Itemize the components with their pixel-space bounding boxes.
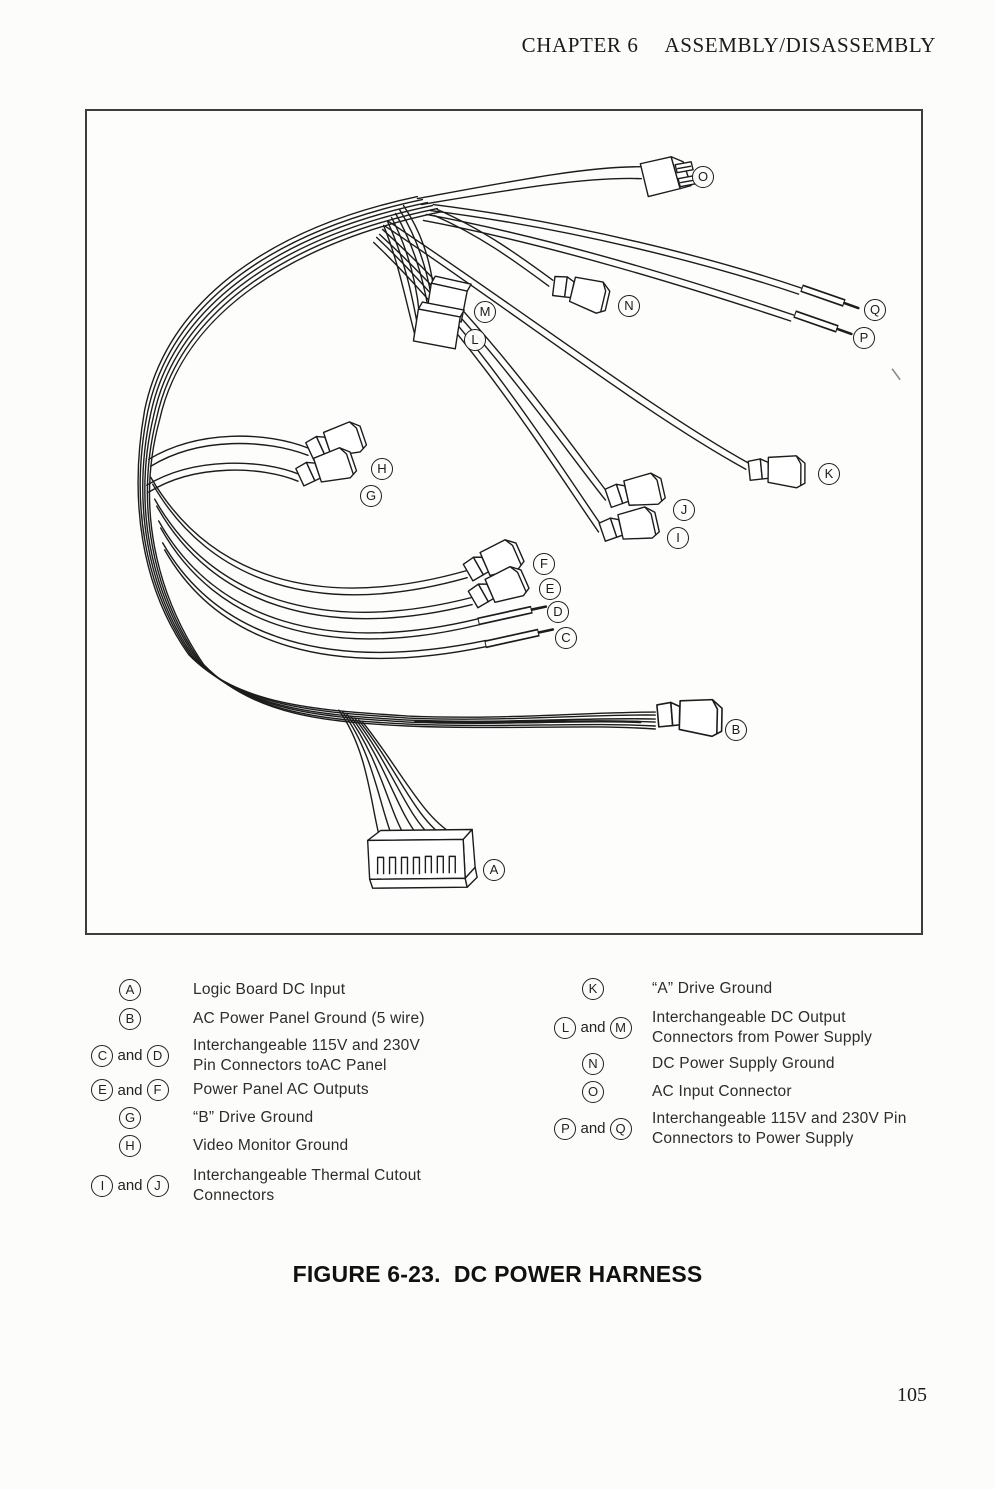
legend-description-h: Video Monitor Ground [193,1137,349,1155]
legend-description-a: Logic Board DC Input [193,981,346,999]
connector-a-logic-board [368,830,477,889]
legend-callout-a [84,979,176,1001]
legend-callout-p-q [543,1118,643,1140]
connector-label-h: H [371,458,393,480]
legend-description-o: AC Input Connector [652,1083,792,1101]
pin-d [478,607,546,622]
page-number: 105 [897,1384,927,1406]
legend-item-i-j [84,1166,438,1205]
dc-power-harness-diagram [87,111,921,933]
legend-description-g: “B” Drive Ground [193,1109,314,1127]
legend-callout-c-d [84,1045,176,1067]
connector-label-n: N [618,295,640,317]
legend-description-p-q: Interchangeable 115V and 230V Pin Connectors to Power Supply [652,1110,907,1147]
terminal-j [604,471,666,512]
joiner-text: and [117,1047,143,1064]
connector-label-m: M [474,301,496,323]
legend-item-n [543,1053,907,1075]
joiner-text: and [117,1177,143,1194]
legend-item-h [84,1135,438,1157]
legend-description-b: AC Power Panel Ground (5 wire) [193,1010,425,1028]
letter-badge-q: Q [610,1118,632,1140]
letter-badge-f: F [147,1079,169,1101]
connector-label-g: G [360,485,382,507]
letter-badge-e: E [91,1079,113,1101]
letter-badge-p: P [554,1118,576,1140]
terminal-i [598,505,660,546]
legend-callout-e-f [84,1079,176,1101]
legend-item-g [84,1107,438,1129]
legend-callout-o [543,1081,643,1103]
letter-badge-a: A [119,979,141,1001]
joiner-text: and [580,1120,606,1137]
legend-callout-b [84,1008,176,1030]
legend-item-c-d [84,1036,438,1075]
letter-badge-d: D [147,1045,169,1067]
legend-callout-h [84,1135,176,1157]
legend-description-l-m: Interchangeable DC Output Connectors from Power Supply [652,1009,873,1046]
chapter-title: ASSEMBLY/DISASSEMBLY [664,33,936,57]
legend-callout-g [84,1107,176,1129]
legend-callout-k [543,978,643,1000]
page-header [522,33,936,58]
terminal-n [548,269,612,316]
pin-p [795,314,852,334]
figure-box [85,109,923,935]
terminal-b-ground [655,696,724,737]
joiner-text: and [117,1081,143,1099]
figure-caption: FIGURE 6-23. DC POWER HARNESS [292,1261,703,1287]
legend-item-p-q [543,1109,907,1148]
connector-label-e: E [539,578,561,600]
letter-badge-k: K [582,978,604,1000]
letter-badge-h: H [119,1135,141,1157]
connector-label-l: L [464,329,486,351]
connector-label-i: I [667,527,689,549]
scan-mark [892,369,900,380]
legend-callout-i-j [84,1175,176,1197]
legend-item-o [543,1081,907,1103]
chapter-number: CHAPTER 6 [521,33,639,57]
letter-badge-c: C [91,1045,113,1067]
connector-label-k: K [818,463,840,485]
legend-description-e-f: Power Panel AC Outputs [193,1081,369,1099]
connector-label-p: P [853,327,875,349]
pin-q [802,288,859,308]
connector-label-a: A [483,859,505,881]
letter-badge-g: G [119,1107,141,1129]
connector-label-o: O [692,166,714,188]
legend-callout-n [543,1053,643,1075]
legend-description-n: DC Power Supply Ground [652,1055,835,1073]
legend-item-b [84,1008,438,1030]
legend-description-k: “A” Drive Ground [652,980,773,998]
legend-item-e-f [84,1079,438,1101]
legend-description-c-d: Interchangeable 115V and 230V Pin Connectors toAC Panel [193,1037,421,1074]
connector-label-j: J [673,499,695,521]
letter-badge-j: J [147,1175,169,1197]
pin-c [485,629,553,644]
legend-item-a [84,979,438,1001]
joiner-text: and [580,1019,606,1036]
terminal-k [747,453,806,488]
connector-l-dc-output [413,302,464,349]
legend-item-l-m [543,1008,907,1047]
letter-badge-b: B [119,1008,141,1030]
connector-label-q: Q [864,299,886,321]
legend-callout-l-m [543,1017,643,1039]
connector-label-b: B [725,719,747,741]
legend-description-i-j: Interchangeable Thermal Cutout Connectors [193,1167,422,1204]
connector-label-c: C [555,627,577,649]
connector-o-ac-input-plug [640,157,696,197]
legend-item-k [543,978,907,1000]
letter-badge-l: L [554,1017,576,1039]
letter-badge-o: O [582,1081,604,1103]
connector-label-f: F [533,553,555,575]
letter-badge-i: I [91,1175,113,1197]
harness-wire-bundle [138,167,801,838]
letter-badge-m: M [610,1017,632,1039]
connector-label-d: D [547,601,569,623]
letter-badge-n: N [582,1053,604,1075]
